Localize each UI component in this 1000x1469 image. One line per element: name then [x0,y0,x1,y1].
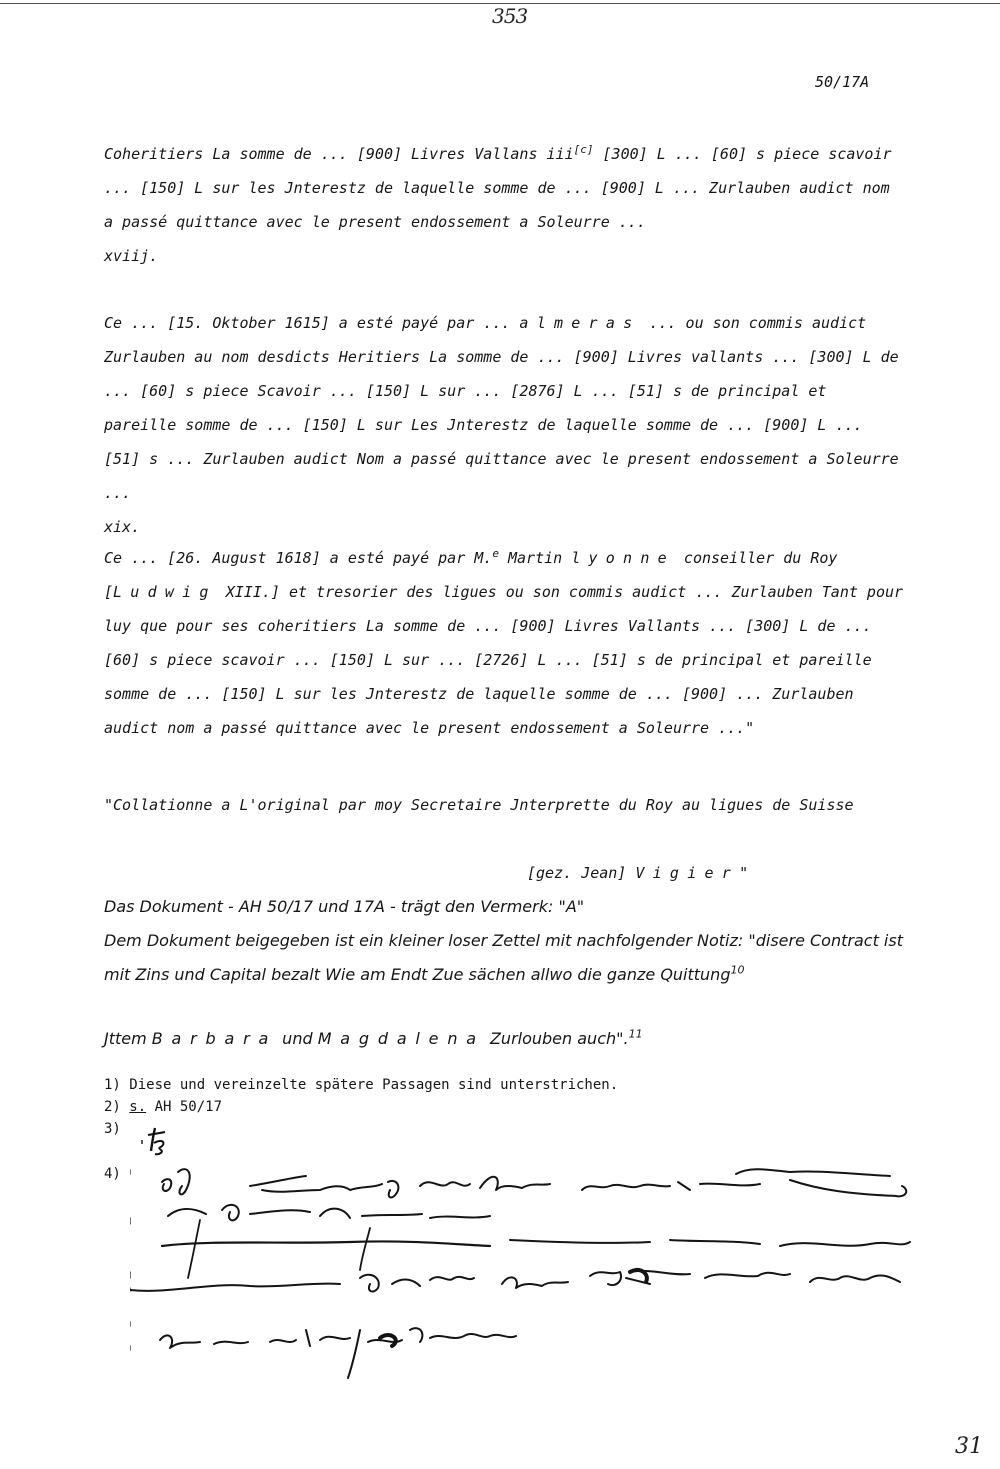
text: AH 50/17 [146,1099,223,1115]
text: Zurlouben auch". [484,1029,629,1048]
transcription-paragraph-3 [104,541,904,745]
spaced-name: Ludwig [113,583,217,601]
handwritten-abbreviation-icon [140,1124,176,1156]
spaced-name: Barbara [151,1029,278,1048]
transcription-paragraph-1 [104,137,904,273]
spaced-name: Magdalena [317,1029,485,1048]
footnote-2 [104,1099,222,1115]
text: [gez. Jean] [527,864,636,882]
note-line-4 [104,1022,924,1056]
underlined-text: s. [129,1099,147,1115]
transcription-paragraph-2 [104,306,904,544]
text: und [277,1029,318,1048]
footnote-1: 1) Diese und vereinzelte spätere Passagen sind unterstrichen. [104,1077,619,1093]
text: " [739,864,749,882]
text: Ce ... [26. August 1618] a esté payé par M. [104,549,493,567]
text: Dem Dokument beigegeben ist ein kleiner loser Zettel mit nachfolgender Notiz: "disere Contract ist mit Zins und Capital bezalt Wie am Endt Zue sächen allwo die ganze Quittung [104,931,903,984]
document-signature: 50/17A [815,73,870,91]
handwritten-facsimile-icon [130,1160,920,1380]
text: Ce ... [15. Oktober 1615] a esté payé par ... [104,314,520,332]
spaced-name: almeras [519,314,641,332]
superscript: e [492,547,499,560]
roman-numeral: xviij. [104,247,159,265]
signature-line [527,856,748,890]
text: 2) [104,1099,130,1115]
folio-number-bottom: 31 [955,1434,983,1459]
roman-numeral: xix. [104,518,141,536]
note-line-1: Das Dokument - AH 50/17 und 17A - trägt den Vermerk: "A" [104,897,585,916]
transcription-paragraph-4: "Collationne a L'original par moy Secretaire Jnterprette du Roy au ligues de Suisse [104,796,854,814]
text: ... ou son commis audict Zurlauben au nom desdicts Heritiers La somme de ... [900] Livres vallants ... [300] L de ... [60] s piece Scavoir ... [150] L sur ... [2876] L ... [51] s de principal et pareille somme de ... [150] L sur Les Jnterestz de laquelle somme de ... [900] L ... [51] s ... Zurlauben audict Nom a passé quittance avec le present endossement a Soleurre ... [104,314,899,502]
folio-number-top: 353 [492,4,528,28]
note-paragraph-2 [104,924,924,992]
superscript: 11 [628,1027,643,1041]
spaced-name: lyonne [571,549,675,567]
text: Martin [498,549,572,567]
superscript: 10 [730,963,745,977]
text: conseiller du Roy [ [104,549,838,601]
superscript: [c] [573,143,594,156]
text: Jttem [104,1029,152,1048]
text: Coheritiers La somme de ... [900] Livres Vallans iii [104,145,574,163]
footnote-3: 3) [104,1121,121,1137]
spaced-name: Vigier [635,864,740,882]
text: XIII.] et tresorier des ligues ou son commis audict ... Zurlauben Tant pour luy que pour ses coheritiers La somme de ... [900] Livres Vallants ... [300] L de ... [60] s piece scavoir ... [150] L sur ... [2726] L ... [51] s de principal et pareille somme de ... [150] L sur les Jnterestz de laquelle somme de ... [900] ... Zurlauben audict nom a passé quittance avec le present endossement a Soleurre ..." [104,583,904,737]
text: [300] L ... [60] s piece scavoir ... [150] L sur les Jnterestz de laquelle somme de ... [900] L ... Zurlauben audict nom a passé quittance avec le present endossement a Soleurre ... [104,145,892,231]
footnote-4: 4) [104,1166,121,1182]
